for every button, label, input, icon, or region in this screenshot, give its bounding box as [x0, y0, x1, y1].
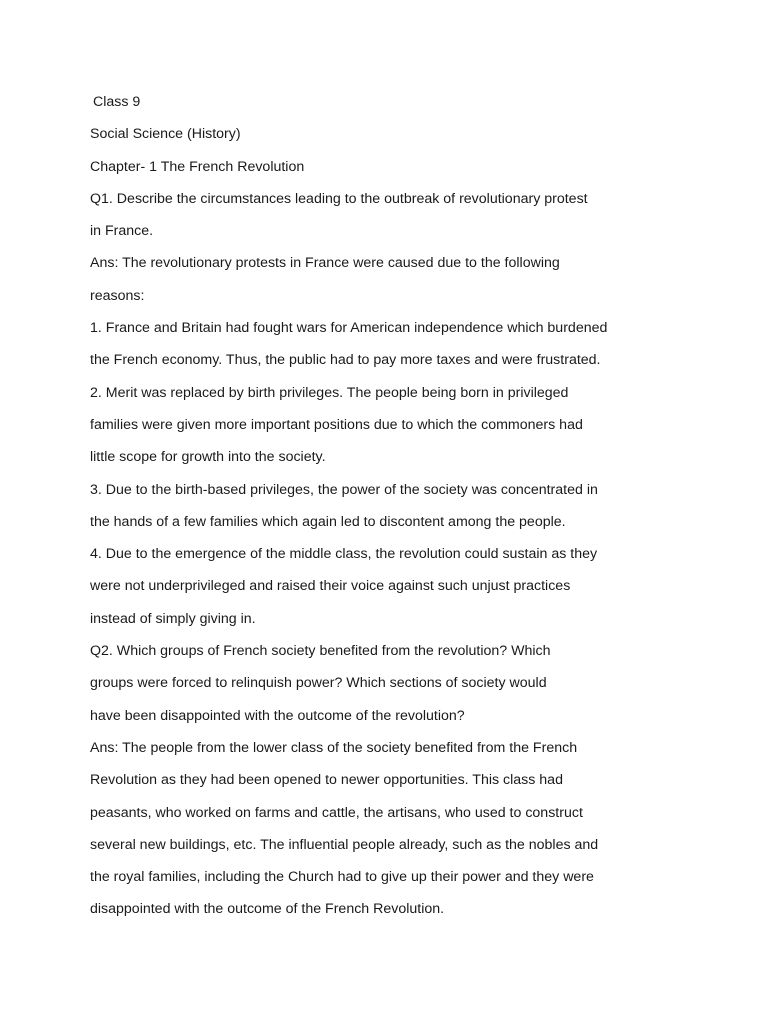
subject-heading: Social Science (History)	[90, 126, 241, 143]
question-1-line: in France.	[90, 223, 154, 240]
question-1-line: Q1. Describe the circumstances leading to the outbreak of revolutionary protest	[90, 190, 588, 207]
answer-2-line: peasants, who worked on farms and cattle, the artisans, who used to construct	[90, 804, 583, 821]
answer-1-point-1: 1. France and Britain had fought wars for American independence which burdened	[90, 320, 608, 337]
question-2-line: groups were forced to relinquish power? Which sections of society would	[90, 675, 547, 692]
document-body	[90, 90, 650, 930]
answer-2-line: the royal families, including the Church had to give up their power and they were	[90, 869, 594, 886]
answer-1-point-4: instead of simply giving in.	[90, 610, 256, 627]
chapter-heading: Chapter- 1 The French Revolution	[90, 158, 305, 175]
answer-1-point-2: little scope for growth into the society.	[90, 449, 326, 466]
answer-1-point-3: the hands of a few families which again led to discontent among the people.	[90, 513, 566, 530]
answer-2-line: disappointed with the outcome of the French Revolution.	[90, 901, 445, 918]
answer-1-point-3: 3. Due to the birth-based privileges, the power of the society was concentrated in	[90, 481, 598, 498]
answer-1-point-2: 2. Merit was replaced by birth privileges. The people being born in privileged	[90, 384, 569, 401]
question-2-line: Q2. Which groups of French society benefited from the revolution? Which	[90, 643, 551, 660]
answer-2-line: Ans: The people from the lower class of the society benefited from the French	[90, 739, 578, 756]
answer-1-point-4: 4. Due to the emergence of the middle class, the revolution could sustain as they	[90, 546, 598, 563]
answer-2-line: Revolution as they had been opened to newer opportunities. This class had	[90, 772, 563, 789]
answer-1-point-2: families were given more important positions due to which the commoners had	[90, 416, 583, 433]
answer-1-line: Ans: The revolutionary protests in France were caused due to the following	[90, 255, 560, 272]
answer-2-line: several new buildings, etc. The influential people already, such as the nobles and	[90, 836, 599, 853]
answer-1-point-1: the French economy. Thus, the public had to pay more taxes and were frustrated.	[90, 352, 601, 369]
question-2-line: have been disappointed with the outcome of the revolution?	[90, 707, 465, 724]
answer-1-line: reasons:	[90, 287, 145, 304]
class-heading: Class 9	[93, 94, 141, 110]
answer-1-point-4: were not underprivileged and raised their voice against such unjust practices	[90, 578, 571, 595]
